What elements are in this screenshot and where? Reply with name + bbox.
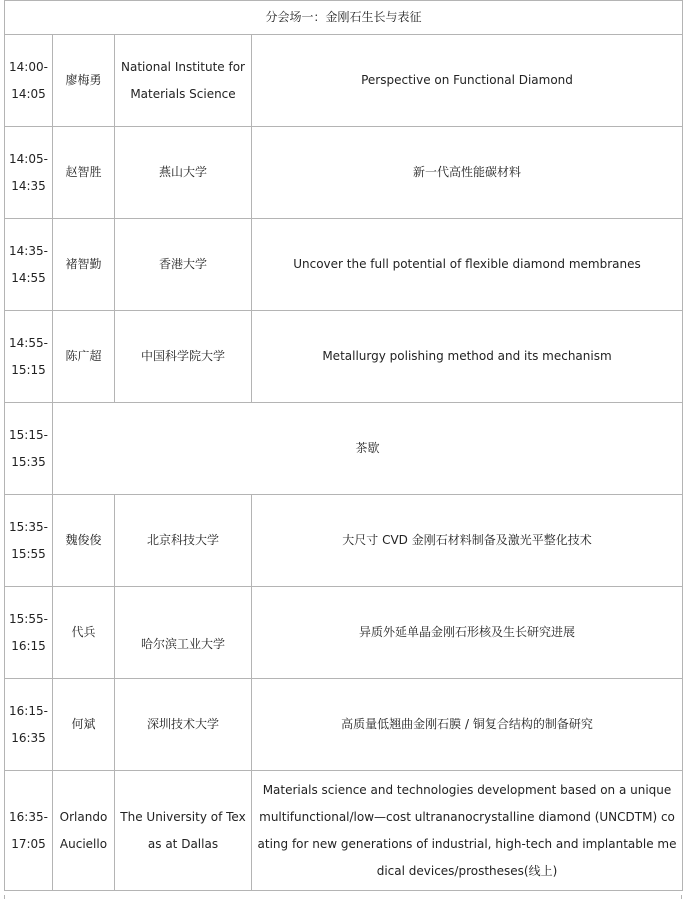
affiliation-cell: 深圳技术大学 [115,679,252,771]
table-row [5,219,683,311]
table-row [5,311,683,403]
table-row [5,587,683,679]
affiliation-cell [115,587,252,679]
table-row [5,35,683,127]
time-cell: 15:35-15:55 [5,495,53,587]
talk-title-cell: 高质量低翘曲金刚石膜 / 铜复合结构的制备研究 [252,679,683,771]
speaker-cell: 廖梅勇 [53,35,115,127]
talk-title-cell: 新一代高性能碳材料 [252,127,683,219]
speaker-cell: 魏俊俊 [53,495,115,587]
talk-title-cell: Materials science and technologies development based on a unique multifunctional/low—cost ultrananocrystalline diamond (UNCDTM) coating for new generations of industrial, high-tech and implantable medical devices/prostheses(线上) [252,771,683,891]
table-row [5,771,683,891]
time-cell: 14:00-14:05 [5,35,53,127]
time-cell: 16:15-16:35 [5,679,53,771]
affiliation-cell: 北京科技大学 [115,495,252,587]
affiliation-cell: 香港大学 [115,219,252,311]
session-header-row [5,1,683,35]
talk-title-cell: Uncover the full potential of flexible diamond membranes [252,219,683,311]
time-cell: 14:35-14:55 [5,219,53,311]
speaker-cell: 褚智勤 [53,219,115,311]
affiliation-cell: 中国科学院大学 [115,311,252,403]
time-cell: 15:55-16:15 [5,587,53,679]
talk-title-cell: 大尺寸 CVD 金刚石材料制备及激光平整化技术 [252,495,683,587]
table-row [5,495,683,587]
talk-title-cell: 异质外延单晶金刚石形核及生长研究进展 [252,587,683,679]
session-title: 分会场一：金刚石生长与表征 [5,1,683,35]
table-row [5,127,683,219]
speaker-cell: 何斌 [53,679,115,771]
table-continuation-edge [4,895,682,899]
time-cell: 15:15-15:35 [5,403,53,495]
affiliation-cell: 燕山大学 [115,127,252,219]
session-schedule-table [4,0,683,891]
time-cell: 14:05-14:35 [5,127,53,219]
affiliation-cell: The University of Texas at Dallas [115,771,252,891]
talk-title-cell: Metallurgy polishing method and its mechanism [252,311,683,403]
time-cell: 14:55-15:15 [5,311,53,403]
break-label: 茶歇 [53,403,683,495]
table-row [5,679,683,771]
speaker-cell: 代兵 [53,587,115,679]
speaker-cell: Orlando Auciello [53,771,115,891]
break-row [5,403,683,495]
affiliation-cell: National Institute for Materials Science [115,35,252,127]
speaker-cell: 赵智胜 [53,127,115,219]
speaker-cell: 陈广超 [53,311,115,403]
time-cell: 16:35-17:05 [5,771,53,891]
talk-title-cell: Perspective on Functional Diamond [252,35,683,127]
affiliation-text: 哈尔滨工业大学 [140,637,225,651]
